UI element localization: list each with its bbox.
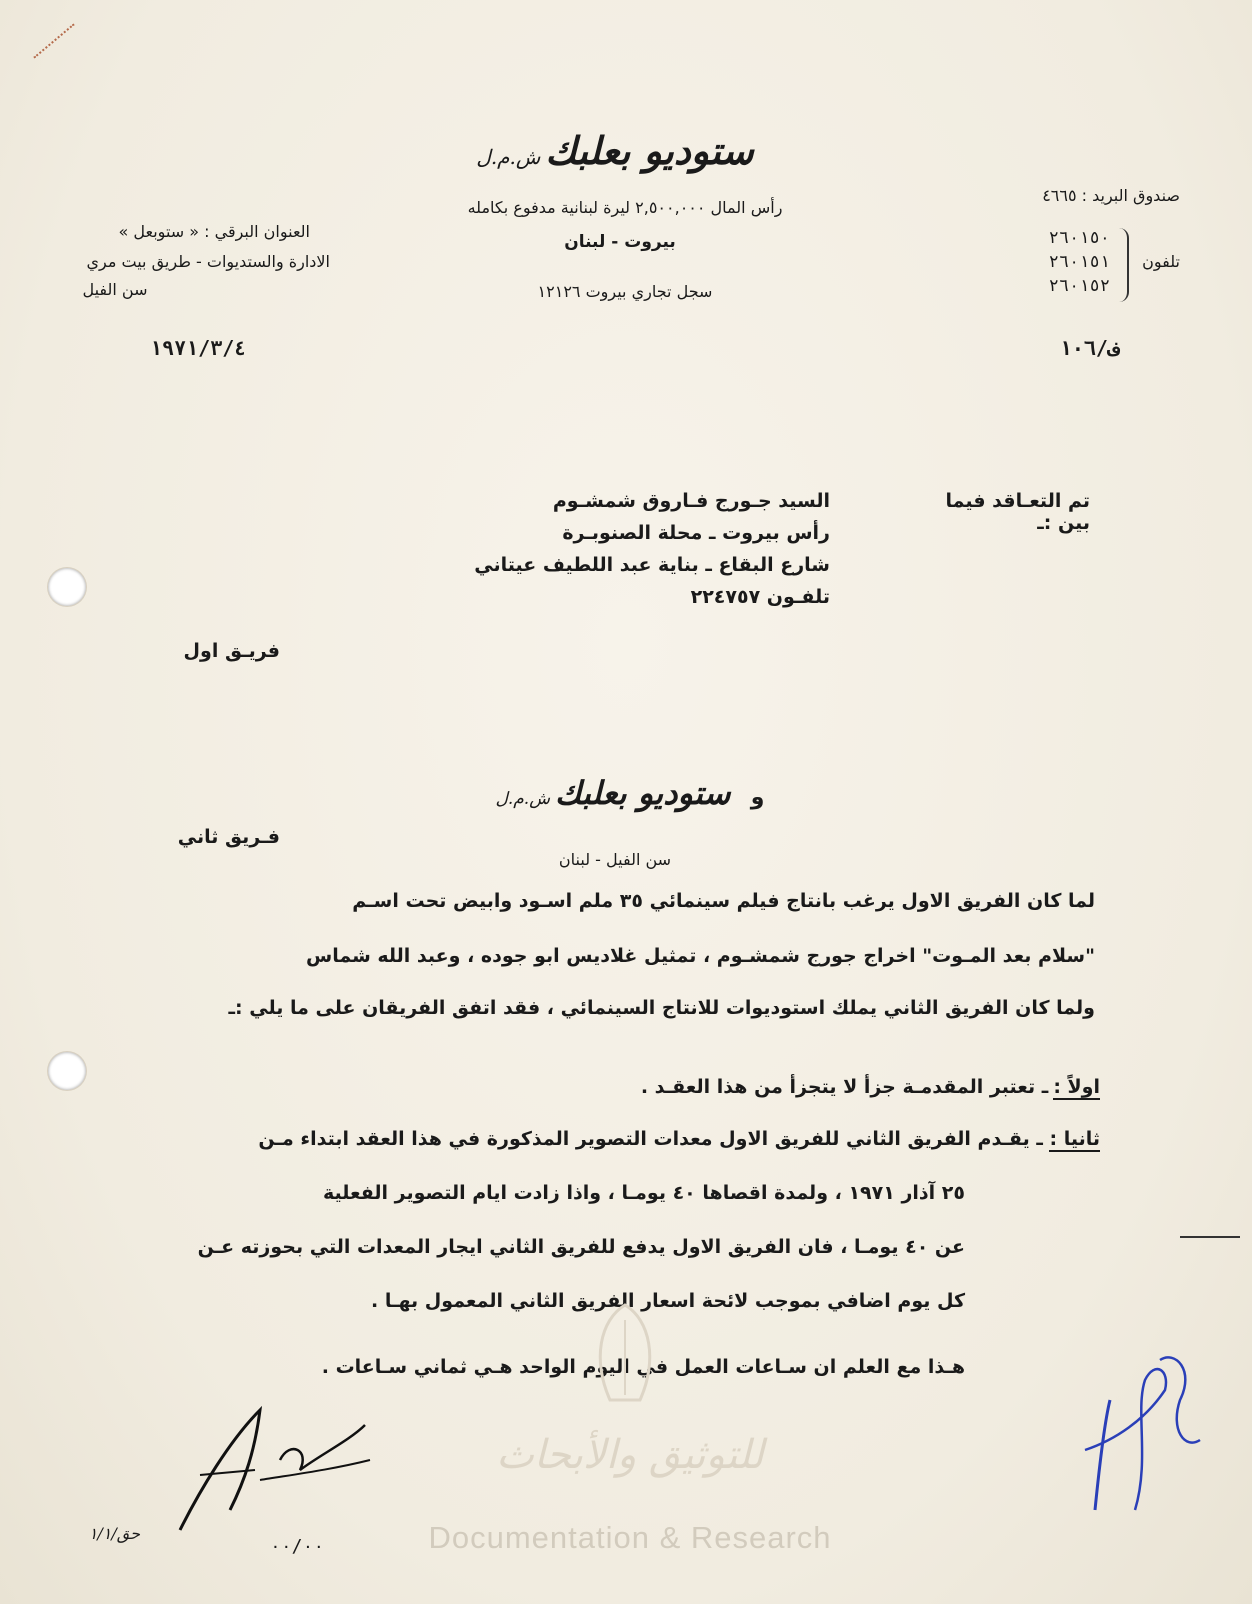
admin-address-1: الادارة والستديوات - طريق بيت مري <box>86 252 330 271</box>
clause2-line-3: عن ٤٠ يومـا ، فان الفريق الاول يدفع للفريق الثاني ايجار المعدات التي بحوزته عـن <box>197 1236 965 1258</box>
city-line: بيروت - لبنان <box>564 232 676 252</box>
amount-mark: ٠٠/٠٠ <box>270 1536 325 1557</box>
phone-1: ٢٦٠١٥٠ <box>1048 228 1110 248</box>
phone-label: تلفون <box>1142 252 1180 271</box>
clause1-text: ـ تعتبر المقدمـة جزأ لا يتجزأ من هذا العقـد . <box>640 1076 1049 1098</box>
preamble-line-2: "سلام بعد المـوت" اخراج جورج شمشـوم ، تمثيل غلاديس ابو جوده ، وعبد الله شماس <box>306 945 1095 967</box>
watermark-arabic: للتوثيق والأبحاث <box>496 1432 764 1478</box>
punch-hole-top <box>48 568 86 606</box>
clause2-line-1 <box>95 1128 1100 1182</box>
capital-line: رأس المال ٢,٥٠٠,٠٠٠ ليرة لبنانية مدفوع بكامله <box>467 198 783 217</box>
phone-3: ٢٦٠١٥٢ <box>1048 276 1110 296</box>
stamp-fee: حق/١/١ <box>88 1524 140 1543</box>
party1-line-area: رأس بيروت ـ محلة الصنوبـرة <box>562 522 830 544</box>
phone-2: ٢٦٠١٥١ <box>1048 252 1110 272</box>
party2-name: ستوديو بعلبك <box>555 774 731 812</box>
reference-number: ف/١٠٦ <box>1059 336 1120 360</box>
phone-list <box>1000 228 1110 296</box>
company-type: ش.م.ل <box>476 145 541 169</box>
and-conjunction: و <box>750 785 765 810</box>
preamble-line-1: لما كان الفريق الاول يرغب بانتاج فيلم سينمائي ٣٥ ملم اسـود وابيض تحت اسـم <box>352 890 1095 912</box>
party1-block <box>420 490 830 618</box>
admin-address-2: سن الفيل <box>82 280 148 299</box>
party1-label: فريـق اول <box>183 640 280 662</box>
party2-location: سن الفيل - لبنان <box>558 850 672 869</box>
signature-left <box>160 1400 380 1540</box>
clause1-label: اولاً : <box>1053 1076 1100 1098</box>
punch-hole-bottom <box>48 1052 86 1090</box>
letterhead-logo <box>365 128 865 188</box>
phone-brace <box>1117 228 1129 302</box>
margin-line <box>1180 1236 1240 1238</box>
clause2-label: ثانيا : <box>1049 1128 1100 1150</box>
document-date: ١٩٧١/٣/٤ <box>150 336 247 360</box>
watermark-emblem <box>580 1300 670 1420</box>
party1-line-street: شارع البقاع ـ بناية عبد اللطيف عيتاني <box>474 554 830 576</box>
company-name: ستوديو بعلبك <box>545 128 754 173</box>
commercial-register: سجل تجاري بيروت ١٢١٢٦ <box>537 282 713 301</box>
party2-type: ش.م.ل <box>495 789 550 809</box>
telegraph-address: العنوان البرقي : « ستوبعل » <box>118 222 310 241</box>
signature-right <box>1075 1340 1205 1530</box>
contract-intro: تم التعـاقد فيما بين :ـ <box>945 490 1090 534</box>
party1-line-name: السيد جـورج فـاروق شمشـوم <box>552 490 830 512</box>
clause2-line-4: كل يوم اضافي بموجب لائحة اسعار الفريق الثاني المعمول بهـا . <box>371 1290 965 1312</box>
party2-label: فـريق ثاني <box>177 826 280 848</box>
rust-mark <box>33 24 74 59</box>
preamble <box>95 890 1095 1049</box>
party1-line-phone: تلفـون ٢٢٤٧٥٧ <box>690 586 830 608</box>
clause2-line-2: ٢٥ آذار ١٩٧١ ، ولمدة اقصاها ٤٠ يومـا ، واذا زادت ايام التصوير الفعلية <box>322 1182 965 1204</box>
working-hours-note: هـذا مع العلم ان سـاعات العمل في اليوم الواحد هـي ثماني سـاعات . <box>321 1356 965 1378</box>
clause-1 <box>500 1076 1100 1098</box>
preamble-line-3: ولما كان الفريق الثاني يملك استوديوات للانتاج السينمائي ، فقد اتفق الفريقان على ما يلي :ـ <box>228 997 1095 1019</box>
po-box: صندوق البريد : ٤٦٦٥ <box>1042 186 1180 205</box>
clause2-text-1: ـ يقـدم الفريق الثاني للفريق الاول معدات التصوير المذكورة في هذا العقد ابتداء مـن <box>258 1128 1043 1150</box>
party2-logo <box>420 774 840 812</box>
watermark-english: Documentation & Research <box>428 1520 832 1555</box>
